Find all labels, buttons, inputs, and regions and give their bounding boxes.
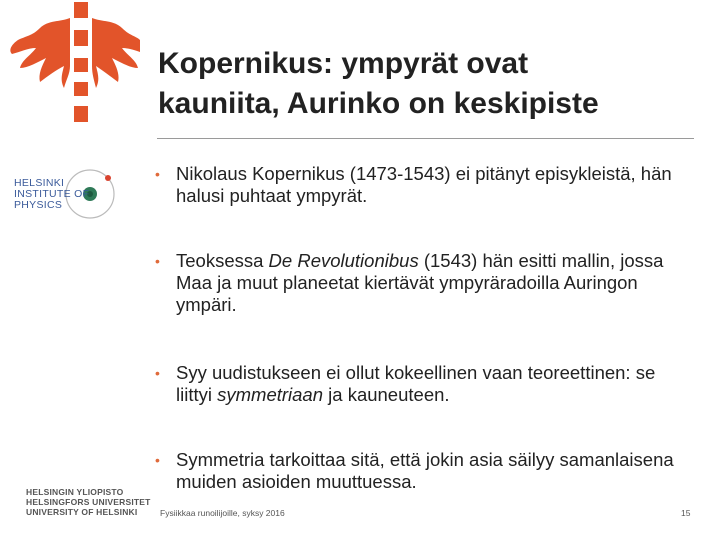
bullet-dot-icon: • [155, 253, 160, 269]
helsinki-flame-icon [0, 0, 140, 125]
bullet-text-segment: Nikolaus Kopernikus (1473-1543) ei pitänyt episykleistä, hän halusi puhtaat ympyrät. [176, 163, 672, 206]
bullet-text-segment: ja kauneuteen. [323, 384, 450, 405]
bullet-text [176, 362, 695, 406]
bullet-item [155, 449, 695, 493]
university-logo-text [26, 487, 151, 517]
university-name-en: UNIVERSITY OF HELSINKI [26, 507, 138, 517]
hip-logo-line3: PHYSICS [14, 199, 63, 211]
university-name-sv: HELSINGFORS UNIVERSITET [26, 497, 151, 507]
slide-title: Kopernikus: ympyrät ovat kauniita, Aurinko on keskipiste [158, 47, 599, 120]
page-number: 15 [681, 508, 691, 518]
bullet-dot-icon: • [155, 166, 160, 182]
bullet-item [155, 163, 695, 207]
bullet-text-segment: (1543) hän esitti mallin, jossa Maa ja muut planeetat kiertävät ympyräradoilla Auringon ympäri. [176, 250, 664, 315]
bullet-text-segment: Syy uudistukseen ei ollut kokeellinen vaan teoreettinen: se liittyi [176, 362, 656, 405]
hip-logo-line1: HELSINKI [14, 177, 65, 189]
bullet-text [176, 250, 695, 316]
bullet-text [176, 163, 695, 207]
footer-course: Fysiikkaa runoilijoille, syksy 2016 [160, 508, 285, 518]
book-title: De Revolutionibus [268, 250, 419, 271]
bullet-text-segment: Symmetria tarkoittaa sitä, että jokin asia säilyy samanlaisena muiden asioiden muuttuessa. [176, 449, 674, 492]
bullet-item [155, 250, 695, 316]
bullet-text-segment: Teoksessa [176, 250, 269, 271]
hip-logo-line2: INSTITUTE OF [14, 188, 90, 200]
bullet-text [176, 449, 695, 493]
university-name-fi: HELSINGIN YLIOPISTO [26, 487, 124, 497]
bullet-dot-icon: • [155, 452, 160, 468]
emphasized-word: symmetriaan [217, 384, 324, 405]
bullet-dot-icon: • [155, 365, 160, 381]
title-divider [157, 138, 694, 139]
bullet-item [155, 362, 695, 406]
